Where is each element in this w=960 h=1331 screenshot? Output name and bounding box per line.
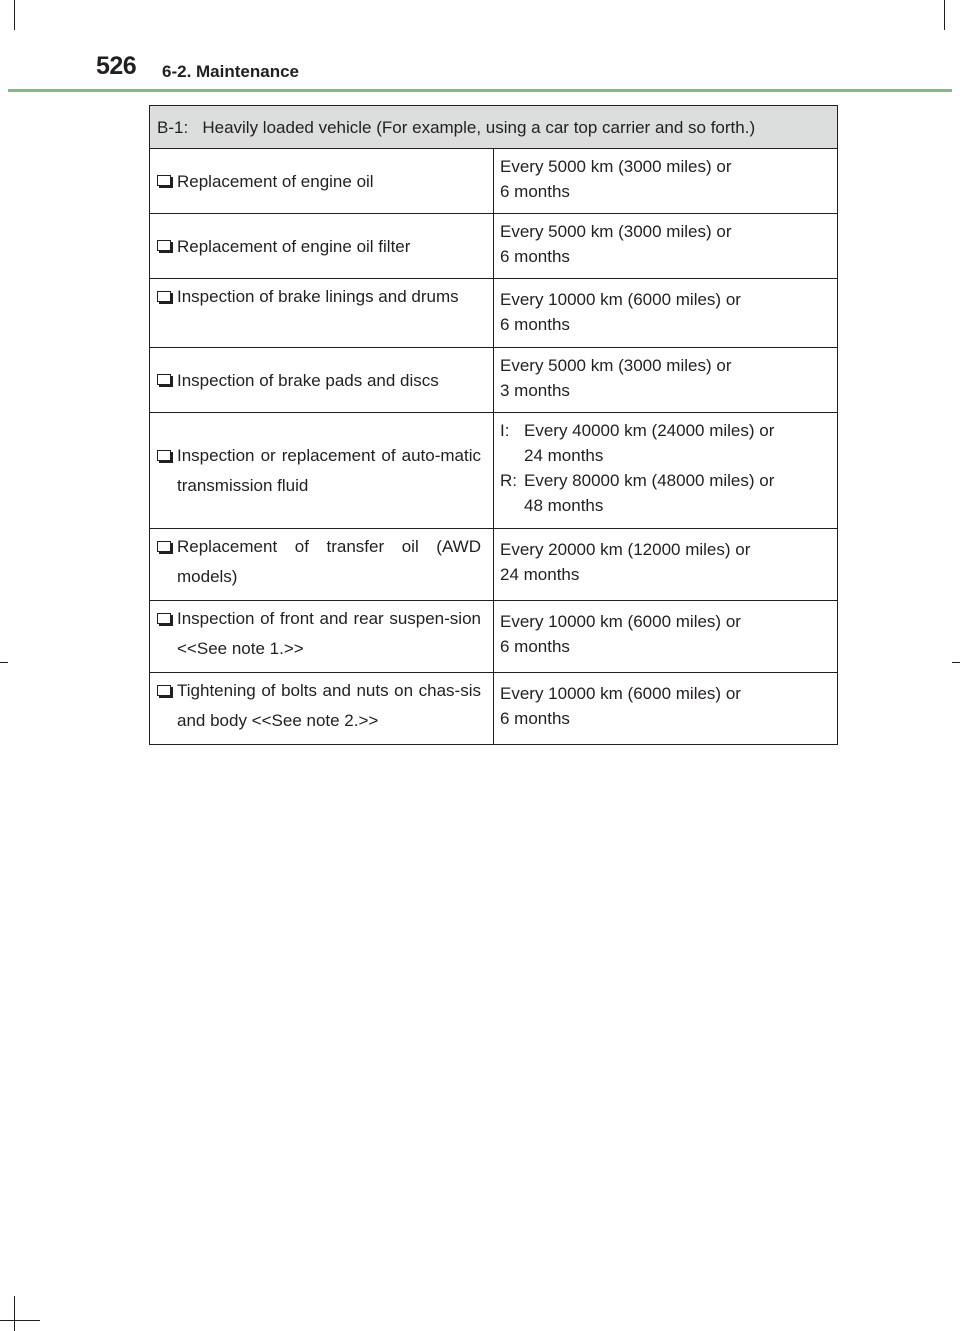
- interval-prefix: I:: [500, 421, 510, 440]
- checkbox-icon: [157, 374, 171, 385]
- interval-cell: [494, 279, 838, 348]
- table-row: [150, 348, 838, 413]
- item-text: Replacement of engine oil filter: [177, 236, 411, 256]
- item-text: Replacement of engine oil: [177, 171, 374, 191]
- item-cell: [150, 348, 494, 413]
- page-number: 526: [96, 52, 137, 80]
- table-header-row: [150, 106, 838, 149]
- interval-line: 24 months: [500, 565, 580, 584]
- item-text: Inspection or replacement of auto-matic transmission fluid: [177, 445, 481, 495]
- interval-cell: [494, 149, 838, 214]
- interval-line: Every 5000 km (3000 miles) or: [500, 356, 732, 375]
- interval-line: Every 80000 km (48000 miles) or: [524, 471, 775, 490]
- interval-line: 6 months: [500, 709, 570, 728]
- page-header: [0, 0, 960, 96]
- interval-line: 24 months: [524, 446, 604, 465]
- item-cell: [150, 601, 494, 673]
- interval-line: 6 months: [500, 637, 570, 656]
- maintenance-table: [149, 105, 838, 745]
- checkbox-icon: [157, 541, 171, 552]
- item-cell: [150, 529, 494, 601]
- checkbox-icon: [157, 291, 171, 302]
- item-text: Replacement of transfer oil (AWD models): [177, 537, 481, 586]
- interval-cell: [494, 673, 838, 745]
- interval-replace: [500, 468, 829, 518]
- interval-line: 6 months: [500, 247, 570, 266]
- interval-cell: [494, 413, 838, 529]
- crop-mark-right-mid: [952, 662, 960, 663]
- item-text: Tightening of bolts and nuts on chas-sis and body <<See note 2.>>: [177, 681, 481, 730]
- item-cell: [150, 214, 494, 279]
- item-text: Inspection of front and rear suspen-sion <<See note 1.>>: [177, 609, 481, 658]
- interval-line: 6 months: [500, 315, 570, 334]
- interval-prefix: R:: [500, 471, 517, 490]
- table-row: [150, 214, 838, 279]
- item-cell: [150, 279, 494, 348]
- table-row: [150, 529, 838, 601]
- interval-line: 3 months: [500, 381, 570, 400]
- table-row: [150, 413, 838, 529]
- checkbox-icon: [157, 175, 171, 186]
- interval-inspect: [500, 418, 829, 468]
- table-row: [150, 279, 838, 348]
- checkbox-icon: [157, 240, 171, 251]
- table-row: [150, 673, 838, 745]
- table-row: [150, 601, 838, 673]
- interval-line: Every 10000 km (6000 miles) or: [500, 684, 741, 703]
- interval-cell: [494, 214, 838, 279]
- item-cell: [150, 673, 494, 745]
- interval-line: Every 20000 km (12000 miles) or: [500, 540, 751, 559]
- checkbox-icon: [157, 613, 171, 624]
- interval-line: Every 40000 km (24000 miles) or: [524, 421, 775, 440]
- section-title: 6-2. Maintenance: [162, 62, 299, 81]
- interval-cell: [494, 529, 838, 601]
- item-text: Inspection of brake pads and discs: [177, 370, 439, 390]
- interval-line: 6 months: [500, 182, 570, 201]
- crop-mark-left-mid: [0, 662, 8, 663]
- interval-line: Every 5000 km (3000 miles) or: [500, 157, 732, 176]
- interval-line: Every 10000 km (6000 miles) or: [500, 290, 741, 309]
- table-row: [150, 149, 838, 214]
- item-cell: [150, 149, 494, 214]
- checkbox-icon: [157, 685, 171, 696]
- interval-line: 48 months: [524, 496, 604, 515]
- crop-mark-bottom-left-h: [0, 1320, 40, 1321]
- crop-mark-bottom-left-v: [14, 1296, 15, 1331]
- item-text: Inspection of brake linings and drums: [177, 287, 459, 306]
- interval-line: Every 5000 km (3000 miles) or: [500, 222, 732, 241]
- interval-cell: [494, 601, 838, 673]
- interval-cell: [494, 348, 838, 413]
- checkbox-icon: [157, 450, 171, 461]
- interval-line: Every 10000 km (6000 miles) or: [500, 612, 741, 631]
- item-cell: [150, 413, 494, 529]
- table-title: B-1: Heavily loaded vehicle (For example, using a car top carrier and so forth.): [150, 106, 838, 149]
- header-divider: [8, 89, 952, 92]
